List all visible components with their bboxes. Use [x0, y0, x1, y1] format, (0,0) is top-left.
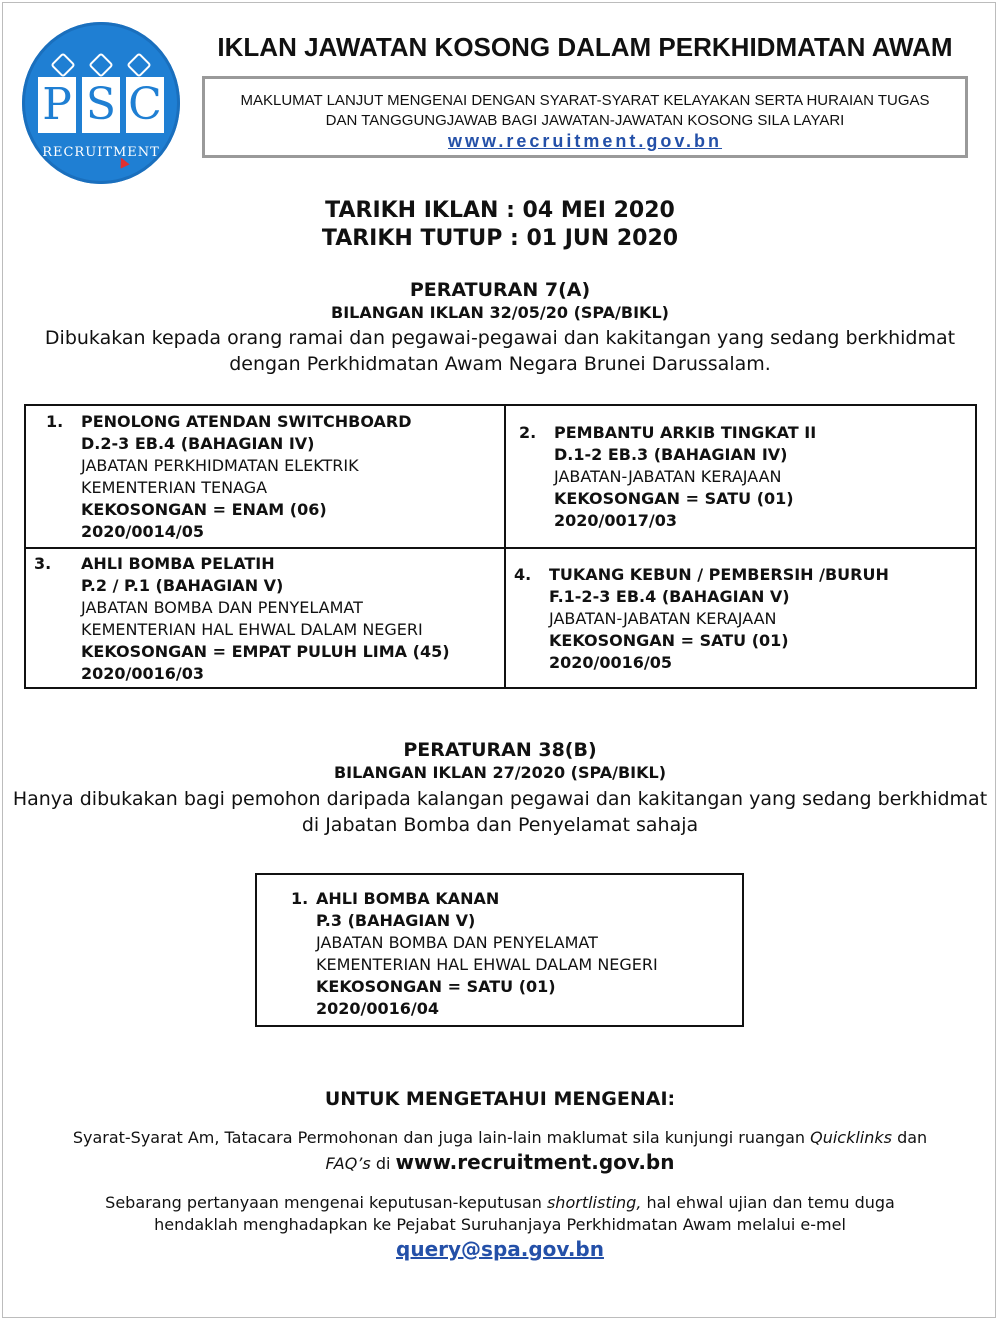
footer-title: UNTUK MENGETAHUI MENGENAI:: [324, 1088, 676, 1110]
quicklinks-text: Quicklinks: [810, 1128, 892, 1147]
vacancy-number: 4.: [514, 565, 532, 584]
vacancy-reference: 2020/0017/03: [554, 511, 678, 530]
vacancy-cell-3: [34, 553, 450, 685]
section1-title: PERATURAN 7(A): [409, 279, 591, 301]
vacancy-title: AHLI BOMBA KANAN: [316, 889, 500, 908]
section2-description: [0, 786, 1000, 838]
vacancy-department: JABATAN PERKHIDMATAN ELEKTRIK: [81, 456, 359, 475]
footer-text: dan: [891, 1128, 928, 1147]
vacancy-grade: F.1-2-3 EB.4 (BAHAGIAN V): [549, 587, 790, 606]
vacancy-cell-section2: [291, 888, 658, 1020]
vacancy-number: 1.: [46, 412, 64, 431]
footer-paragraph-1: [0, 1127, 1000, 1175]
vacancy-department: JABATAN-JABATAN KERAJAAN: [554, 467, 782, 486]
vacancy-cell-4: [514, 564, 889, 674]
vacancy-box-section2: [255, 873, 744, 1027]
vacancy-number: 1.: [291, 889, 309, 908]
recruitment-website-footer-link[interactable]: www.recruitment.gov.bn: [395, 1150, 675, 1174]
vacancy-title: AHLI BOMBA PELATIH: [81, 554, 275, 573]
footer-text: di: [370, 1154, 396, 1173]
section2-description-line-1: Hanya dibukakan bagi pemohon daripada kalangan pegawai dan kakitangan yang sedang berkhidmat: [12, 788, 988, 810]
footer-paragraph-2-line-2: hendaklah menghadapkan ke Pejabat Suruhanjaya Perkhidmatan Awam melalui e-mel: [154, 1215, 846, 1234]
logo-letters: [38, 77, 164, 133]
vacancy-grade: P.3 (BAHAGIAN V): [316, 911, 476, 930]
closing-date: TARIKH TUTUP : 01 JUN 2020: [321, 226, 679, 251]
vacancy-department: JABATAN BOMBA DAN PENYELAMAT: [81, 598, 363, 617]
contact-email-link[interactable]: query@spa.gov.bn: [396, 1237, 604, 1261]
vacancy-number: 2.: [519, 423, 537, 442]
vacancy-count: KEKOSONGAN = SATU (01): [554, 489, 794, 508]
section1-iklan-number: BILANGAN IKLAN 32/05/20 (SPA/BIKL): [331, 303, 669, 322]
footer-paragraph-2-line-1: [0, 1192, 1000, 1214]
vacancy-department: JABATAN-JABATAN KERAJAAN: [549, 609, 777, 628]
advert-date: TARIKH IKLAN : 04 MEI 2020: [325, 198, 675, 223]
vacancy-reference: 2020/0016/03: [81, 664, 205, 683]
table-divider-horizontal: [26, 547, 975, 549]
vacancy-ministry: KEMENTERIAN TENAGA: [81, 478, 268, 497]
vacancy-ministry: KEMENTERIAN HAL EHWAL DALAM NEGERI: [81, 620, 423, 639]
faq-text: FAQ’s: [325, 1154, 371, 1173]
section1-description: [0, 325, 1000, 377]
footer-text: hal ehwal ujian dan temu duga: [641, 1193, 895, 1212]
psc-recruitment-logo: [22, 22, 180, 184]
info-line-1: MAKLUMAT LANJUT MENGENAI DENGAN SYARAT-SYARAT KELAYAKAN SERTA HURAIAN TUGAS: [240, 92, 930, 109]
footer-paragraph-1-line-1: [0, 1127, 1000, 1149]
vacancy-count: KEKOSONGAN = SATU (01): [549, 631, 789, 650]
hexagon-icon: [50, 52, 75, 77]
vacancy-reference: 2020/0014/05: [81, 522, 205, 541]
vacancy-grade: D.2-3 EB.4 (BAHAGIAN IV): [81, 434, 315, 453]
footer-text: Syarat-Syarat Am, Tatacara Permohonan dan juga lain-lain maklumat sila kunjungi ruangan: [72, 1128, 811, 1147]
vacancy-number: 3.: [34, 554, 52, 573]
section2-title: PERATURAN 38(B): [403, 739, 597, 761]
vacancy-department: JABATAN BOMBA DAN PENYELAMAT: [316, 933, 598, 952]
vacancy-count: KEKOSONGAN = ENAM (06): [81, 500, 327, 519]
vacancy-cell-1: [46, 411, 412, 543]
footer-paragraph-1-line-2: [0, 1151, 1000, 1175]
hexagon-icon: [88, 52, 113, 77]
section2-iklan-number: BILANGAN IKLAN 27/2020 (SPA/BIKL): [333, 763, 667, 782]
vacancy-ministry: KEMENTERIAN HAL EHWAL DALAM NEGERI: [316, 955, 658, 974]
info-line-2: DAN TANGGUNGJAWAB BAGI JAWATAN-JAWATAN KOSONG SILA LAYARI: [325, 112, 845, 129]
vacancy-table: [24, 404, 977, 689]
vacancy-count: KEKOSONGAN = EMPAT PULUH LIMA (45): [81, 642, 450, 661]
page-title: IKLAN JAWATAN KOSONG DALAM PERKHIDMATAN AWAM: [217, 32, 953, 62]
recruitment-website-link[interactable]: www.recruitment.gov.bn: [447, 131, 723, 151]
vacancy-grade: D.1-2 EB.3 (BAHAGIAN IV): [554, 445, 788, 464]
info-box: [202, 76, 968, 158]
vacancy-title: PEMBANTU ARKIB TINGKAT II: [554, 423, 817, 442]
vacancy-count: KEKOSONGAN = SATU (01): [316, 977, 556, 996]
footer-paragraph-2: [0, 1192, 1000, 1236]
shortlisting-text: shortlisting,: [546, 1193, 642, 1212]
vacancy-reference: 2020/0016/05: [549, 653, 673, 672]
vacancy-title: PENOLONG ATENDAN SWITCHBOARD: [81, 412, 412, 431]
section1-description-line-1: Dibukakan kepada orang ramai dan pegawai-pegawai dan kakitangan yang sedang berkhidmat: [44, 327, 956, 349]
vacancy-cell-2: [519, 422, 816, 532]
vacancy-grade: P.2 / P.1 (BAHAGIAN V): [81, 576, 284, 595]
section1-description-line-2: dengan Perkhidmatan Awam Negara Brunei Darussalam.: [229, 353, 771, 375]
footer-text: Sebarang pertanyaan mengenai keputusan-keputusan: [105, 1193, 547, 1212]
vacancy-title: TUKANG KEBUN / PEMBERSIH /BURUH: [549, 565, 889, 584]
vacancy-reference: 2020/0016/04: [316, 999, 440, 1018]
logo-subtitle: RECRUITMENT: [42, 145, 160, 160]
hexagon-icon: [126, 52, 151, 77]
hexagon-icons: [22, 56, 180, 78]
logo-letter-c: C: [126, 77, 164, 133]
logo-letter-s: S: [82, 77, 120, 133]
section2-description-line-2: di Jabatan Bomba dan Penyelamat sahaja: [301, 814, 699, 836]
logo-letter-p: P: [38, 77, 76, 133]
